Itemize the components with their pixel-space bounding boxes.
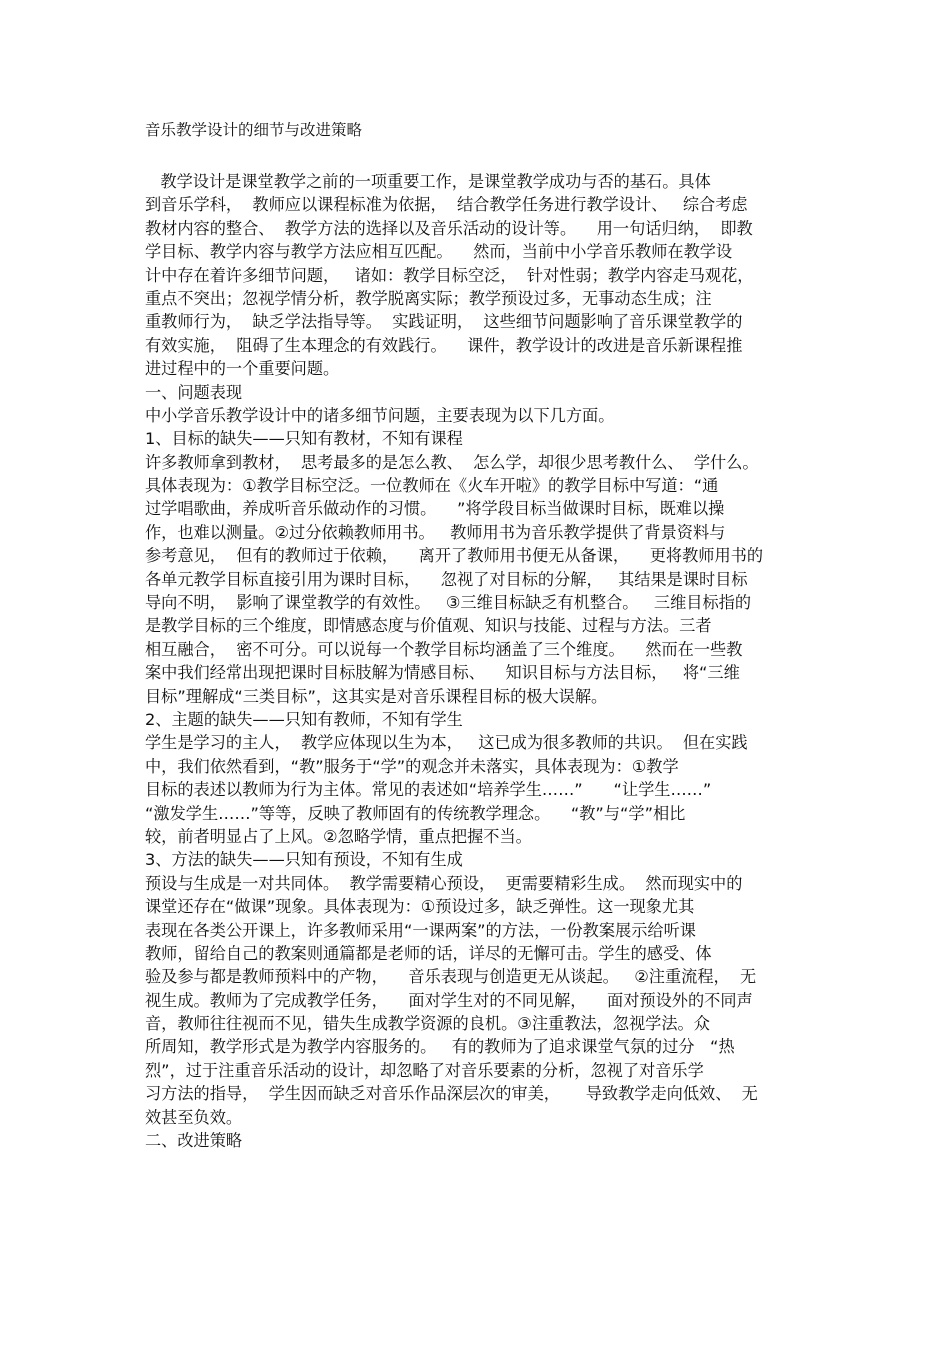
text-line: 是教学目标的三个维度，即情感态度与价值观、知识与技能、过程与方法。三者 xyxy=(145,616,712,636)
text-line: 2、主题的缺失——只知有教师，不知有学生 xyxy=(145,709,463,729)
text-line: 3、方法的缺失——只知有预设，不知有生成 xyxy=(145,850,463,870)
text-line: 有效实施， 阻碍了生本理念的有效践行。 课件，教学设计的改进是音乐新课程推 xyxy=(145,335,743,355)
text-line: 教学设计是课堂教学之前的一项重要工作，是课堂教学成功与否的基石。具体 xyxy=(145,172,711,191)
text-line: 到音乐学科， 教师应以课程标准为依据， 结合教学任务进行教学设计、 综合考虑 xyxy=(145,195,748,215)
text-line: 1、目标的缺失——只知有教材，不知有课程 xyxy=(145,429,463,449)
text-line: 验及参与都是教师预料中的产物， 音乐表现与创造更无从谈起。 ②注重流程， 无 xyxy=(145,967,757,987)
text-line: 教材内容的整合、 教学方法的选择以及音乐活动的设计等。 用一句话归纳， 即教 xyxy=(145,218,753,238)
text-line: 学生是学习的主人， 教学应体现以生为本， 这已成为很多教师的共识。 但在实践 xyxy=(145,733,748,753)
text-line: 学目标、教学内容与教学方法应相互匹配。 然而，当前中小学音乐教师在教学设 xyxy=(145,242,733,262)
text-line: 中，我们依然看到，“教”服务于“学”的观念并未落实，具体表现为：①教学 xyxy=(145,756,679,776)
text-line: 重教师行为， 缺乏学法指导等。 实践证明， 这些细节问题影响了音乐课堂教学的 xyxy=(145,312,743,332)
text-line: 音，教师往往视而不见，错失生成教学资源的良机。③注重教法，忽视学法。众 xyxy=(145,1014,710,1034)
text-line: 参考意见， 但有的教师过于依赖， 离开了教师用书便无从备课， 更将教师用书的 xyxy=(145,546,764,566)
text-line: 预设与生成是一对共同体。 教学需要精心预设， 更需要精彩生成。 然而现实中的 xyxy=(145,873,743,893)
document-title: 音乐教学设计的细节与改进策略 xyxy=(145,121,363,139)
text-line: 案中我们经常出现把课时目标肢解为情感目标、 知识目标与方法目标， 将“三维 xyxy=(145,663,740,683)
text-line: 进过程中的一个重要问题。 xyxy=(145,359,340,379)
text-line: 一、问题表现 xyxy=(145,382,243,402)
text-line: 目标的表述以教师为行为主体。常见的表述如“培养学生……” “让学生……” xyxy=(145,780,712,800)
text-line: 效甚至负效。 xyxy=(145,1107,243,1127)
text-line: 许多教师拿到教材， 思考最多的是怎么教、 怎么学，却很少思考教什么、 学什么。 xyxy=(145,452,759,472)
document-body xyxy=(145,170,815,1152)
text-line: 作，也难以测量。②过分依赖教师用书。 教师用书为音乐教学提供了背景资料与 xyxy=(145,522,726,542)
text-line: 重点不突出；忽视学情分析，教学脱离实际；教学预设过多，无事动态生成；注 xyxy=(145,288,712,308)
text-line: 习方法的指导， 学生因而缺乏对音乐作品深层次的审美， 导致教学走向低效、 无 xyxy=(145,1084,758,1104)
text-line: 所周知，教学形式是为教学内容服务的。 有的教师为了追求课堂气氛的过分 “热 xyxy=(145,1037,735,1057)
text-line: 目标”理解成“三类目标”，这其实是对音乐课程目标的极大误解。 xyxy=(145,686,608,706)
text-line: 相互融合， 密不可分。可以说每一个教学目标均涵盖了三个维度。 然而在一些教 xyxy=(145,639,743,659)
text-line: 较，前者明显占了上风。②忽略学情，重点把握不当。 xyxy=(145,826,532,846)
text-line: “激发学生……”等等，反映了教师固有的传统教学理念。 “教”与“学”相比 xyxy=(145,803,686,823)
text-line: 中小学音乐教学设计中的诸多细节问题，主要表现为以下几方面。 xyxy=(145,405,615,425)
text-line: 各单元教学目标直接引用为课时目标， 忽视了对目标的分解， 其结果是课时目标 xyxy=(145,569,748,589)
text-line: 过学唱歌曲，养成听音乐做动作的习惯。 ”将学段目标当做课时目标，既难以操 xyxy=(145,499,725,519)
text-line: 具体表现为：①教学目标空泛。一位教师在《火车开啦》的教学目标中写道：“通 xyxy=(145,476,719,496)
text-line: 计中存在着许多细节问题， 诸如：教学目标空泛， 针对性弱；教学内容走马观花， xyxy=(145,265,754,285)
text-line: 视生成。教师为了完成教学任务， 面对学生对的不同见解， 面对预设外的不同声 xyxy=(145,990,753,1010)
text-line: 二、改进策略 xyxy=(145,1131,243,1151)
text-line: 课堂还存在“做课”现象。具体表现为：①预设过多，缺乏弹性。这一现象尤其 xyxy=(145,897,695,917)
text-line: 表现在各类公开课上，许多教师采用“一课两案”的方法，一份教案展示给听课 xyxy=(145,920,696,940)
text-line: 烈”，过于注重音乐活动的设计，却忽略了对音乐要素的分析，忽视了对音乐学 xyxy=(145,1060,704,1080)
text-line: 导向不明， 影响了课堂教学的有效性。 ③三维目标缺乏有机整合。 三维目标指的 xyxy=(145,593,752,613)
text-line: 教师，留给自己的教案则通篇都是老师的话，详尽的无懈可击。学生的感受、体 xyxy=(145,943,712,963)
